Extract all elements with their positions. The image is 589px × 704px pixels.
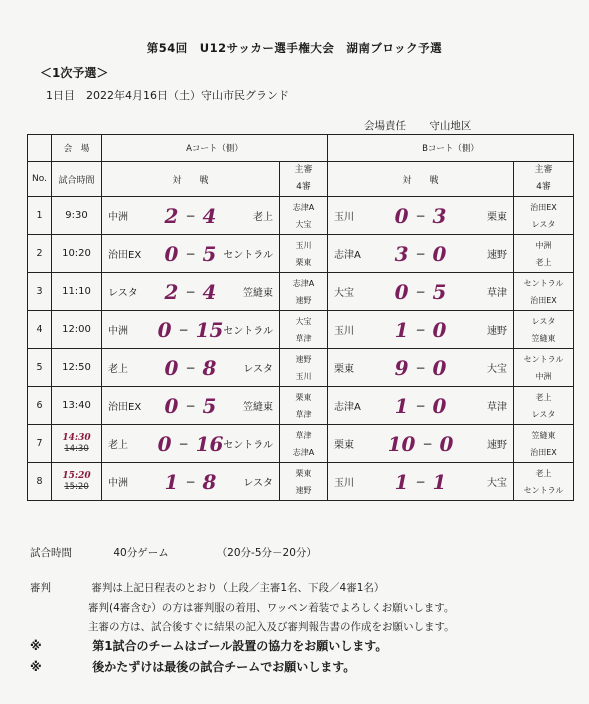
- referees-b: [514, 387, 574, 425]
- main-referee: 速野: [295, 354, 312, 364]
- score-dash: −: [178, 436, 189, 451]
- fourth-referee: 草津: [295, 409, 312, 419]
- match-a: [102, 463, 280, 501]
- team-home: 玉川: [334, 478, 355, 489]
- referees-b: [514, 197, 574, 235]
- note-cleanup-text: 後かたずけは最後の試合チームでお願いします。: [92, 660, 356, 674]
- table-row: [28, 235, 574, 273]
- referee-note-1: 審判は上記日程表のとおり（上段／主審1名、下段／4審1名）: [91, 582, 385, 594]
- team-home: 中洲: [108, 326, 128, 337]
- header-ref-b: 主審 4審: [514, 162, 574, 197]
- match-time: 9:30: [52, 197, 102, 235]
- score-away: 0: [432, 241, 447, 266]
- fourth-referee: 治田EX: [530, 295, 557, 305]
- score-dash: −: [185, 398, 196, 413]
- team-away: 草津: [487, 288, 508, 299]
- team-home: 玉川: [334, 212, 355, 223]
- main-referee: 治田EX: [530, 202, 557, 212]
- score-dash: −: [185, 360, 196, 375]
- score-home: 0: [164, 355, 179, 380]
- fourth-referee: 速野: [295, 485, 312, 495]
- team-home: 栗東: [334, 440, 355, 451]
- team-away: 笠縫東: [243, 288, 273, 299]
- venue-label: 会場責任: [364, 120, 406, 132]
- score: [328, 311, 513, 348]
- match-a: [102, 197, 280, 235]
- score-home: 0: [164, 241, 179, 266]
- fourth-referee: 志津A: [292, 447, 315, 457]
- fourth-referee: 速野: [295, 295, 312, 305]
- venue-value: 守山地区: [429, 120, 472, 132]
- venue-responsible: [364, 118, 491, 133]
- team-home: 中洲: [108, 212, 128, 223]
- note-mark: ※: [30, 660, 42, 674]
- match-a: [102, 273, 280, 311]
- match-b: [328, 235, 514, 273]
- match-no: 5: [28, 349, 52, 387]
- match-b: [328, 197, 514, 235]
- game-time-line: [30, 545, 317, 560]
- score-away: 15: [195, 317, 224, 342]
- match-no: 7: [28, 425, 52, 463]
- header-court-b: Bコート（側）: [328, 135, 574, 162]
- match-time: 10:20: [52, 235, 102, 273]
- referees-b: [514, 349, 574, 387]
- team-home: 志津A: [334, 250, 361, 261]
- header-blank: [28, 135, 52, 162]
- table-row: [28, 425, 574, 463]
- fourth-referee: 栗東: [295, 257, 312, 267]
- match-time: 13:40: [52, 387, 102, 425]
- day-date-venue: 1日目 2022年4月16日（土）守山市民グランド: [46, 89, 289, 102]
- score: [328, 463, 513, 500]
- score-dash: −: [185, 246, 196, 261]
- header-time: 試合時間: [52, 162, 102, 197]
- table-row: [28, 197, 574, 235]
- score-dash: −: [415, 208, 426, 223]
- referee-label: 審判: [30, 582, 51, 594]
- note-cleanup: [30, 658, 355, 675]
- score-away: 4: [202, 203, 217, 228]
- score-away: 1: [432, 469, 447, 494]
- score-away: 16: [195, 431, 224, 456]
- match-time: 12:00: [52, 311, 102, 349]
- note-goal-text: 第1試合のチームはゴール設置の協力をお願いします。: [92, 639, 388, 653]
- time-printed: 14:30: [64, 444, 89, 454]
- match-no: 4: [28, 311, 52, 349]
- score-away: 0: [439, 431, 454, 456]
- score-dash: −: [415, 246, 426, 261]
- team-home: レスタ: [108, 288, 138, 299]
- fourth-referee: 玉川: [295, 371, 312, 381]
- score-home: 2: [164, 279, 179, 304]
- table-row: [28, 311, 574, 349]
- score-home: 0: [157, 431, 172, 456]
- match-no: 3: [28, 273, 52, 311]
- fourth-referee: 中洲: [535, 371, 552, 381]
- main-referee: レスタ: [531, 316, 556, 326]
- match-no: 2: [28, 235, 52, 273]
- score-home: 0: [394, 203, 409, 228]
- round-label: ＜1次予選＞: [40, 66, 109, 80]
- score-away: 0: [432, 393, 447, 418]
- score-home: 0: [157, 317, 172, 342]
- team-home: 治田EX: [108, 402, 142, 413]
- match-a: [102, 387, 280, 425]
- main-referee: セントラル: [523, 278, 564, 288]
- match-b: [328, 349, 514, 387]
- referees-a: [280, 425, 328, 463]
- score-away: 8: [202, 469, 217, 494]
- referees-a: [280, 197, 328, 235]
- referees-b: [514, 235, 574, 273]
- referees-b: [514, 425, 574, 463]
- score: [328, 197, 513, 234]
- main-referee: 栗東: [295, 392, 312, 402]
- score-dash: −: [422, 436, 433, 451]
- header-match-a: 対 戦: [102, 162, 280, 197]
- team-away: セントラル: [223, 440, 273, 451]
- score-dash: −: [415, 474, 426, 489]
- team-away: 大宝: [487, 364, 508, 375]
- team-away: レスタ: [243, 364, 273, 375]
- table-row: [28, 273, 574, 311]
- match-time: 12:50: [52, 349, 102, 387]
- team-away: 栗東: [487, 212, 508, 223]
- score-away: 3: [432, 203, 447, 228]
- main-referee: 笠縫東: [531, 430, 556, 440]
- main-referee: 老上: [535, 392, 552, 402]
- table-row: [28, 463, 574, 501]
- referees-a: [280, 349, 328, 387]
- score-dash: −: [415, 284, 426, 299]
- referees-a: [280, 311, 328, 349]
- team-away: レスタ: [243, 478, 273, 489]
- fourth-referee: 笠縫東: [531, 333, 556, 343]
- team-away: 速野: [487, 250, 508, 261]
- match-b: [328, 425, 514, 463]
- referee-note-3: 主審の方は、試合後すぐに結果の記入及び審判報告書の作成をお願いします。: [88, 621, 455, 633]
- score-home: 1: [394, 317, 409, 342]
- score-dash: −: [185, 284, 196, 299]
- team-away: 速野: [487, 326, 508, 337]
- score-dash: −: [178, 322, 189, 337]
- match-a: [102, 311, 280, 349]
- match-no: 1: [28, 197, 52, 235]
- score-dash: −: [415, 398, 426, 413]
- game-time-label: 試合時間: [30, 547, 72, 559]
- match-no: 8: [28, 463, 52, 501]
- header-row-1: [28, 135, 574, 162]
- main-referee: 志津A: [292, 202, 315, 212]
- fourth-referee: 草津: [295, 333, 312, 343]
- fourth-referee: 老上: [535, 257, 552, 267]
- score: [328, 349, 513, 386]
- score: [328, 425, 513, 462]
- score-dash: −: [415, 360, 426, 375]
- fourth-referee: 治田EX: [530, 447, 557, 457]
- team-away: 笠縫東: [243, 402, 273, 413]
- main-referee: セントラル: [523, 354, 564, 364]
- referee-line-1: [30, 580, 384, 595]
- team-home: 老上: [108, 440, 128, 451]
- team-home: 治田EX: [108, 250, 142, 261]
- team-away: 大宝: [487, 478, 508, 489]
- match-schedule-table: [27, 134, 574, 501]
- fourth-referee: レスタ: [531, 409, 556, 419]
- main-referee: 草津: [295, 430, 312, 440]
- header-court-a: Aコート（側）: [102, 135, 328, 162]
- document-title: 第54回 U12サッカー選手権大会 湖南ブロック予選: [146, 41, 443, 55]
- referees-a: [280, 235, 328, 273]
- score-away: 5: [202, 241, 217, 266]
- referees-b: [514, 311, 574, 349]
- team-home: 中洲: [108, 478, 128, 489]
- match-time: [52, 463, 102, 501]
- match-b: [328, 311, 514, 349]
- team-home: 志津A: [334, 402, 361, 413]
- score-home: 2: [164, 203, 179, 228]
- team-home: 玉川: [334, 326, 355, 337]
- team-away: セントラル: [223, 250, 273, 261]
- team-away: 草津: [487, 402, 508, 413]
- header-no: No.: [28, 162, 52, 197]
- score-away: 5: [202, 393, 217, 418]
- score: [328, 235, 513, 272]
- game-time-value: 40分ゲーム: [113, 547, 169, 559]
- match-a: [102, 425, 280, 463]
- header-venue: 会 場: [52, 135, 102, 162]
- score-away: 8: [202, 355, 217, 380]
- main-referee: 志津A: [292, 278, 315, 288]
- match-b: [328, 273, 514, 311]
- referees-a: [280, 463, 328, 501]
- score-dash: −: [185, 208, 196, 223]
- team-away: 速野: [487, 440, 508, 451]
- game-time-detail: （20分-5分－20分）: [216, 547, 317, 559]
- score: [328, 273, 513, 310]
- referees-b: [514, 273, 574, 311]
- score-away: 4: [202, 279, 217, 304]
- main-referee: 大宝: [295, 316, 312, 326]
- fourth-referee: セントラル: [523, 485, 564, 495]
- match-b: [328, 463, 514, 501]
- team-home: 栗東: [334, 364, 355, 375]
- match-time: [52, 425, 102, 463]
- score-home: 1: [394, 393, 409, 418]
- score-dash: −: [415, 322, 426, 337]
- main-referee: 中洲: [535, 240, 552, 250]
- table-row: [28, 387, 574, 425]
- match-b: [328, 387, 514, 425]
- team-home: 大宝: [334, 288, 355, 299]
- match-time: 11:10: [52, 273, 102, 311]
- main-referee: 老上: [535, 468, 552, 478]
- referees-a: [280, 387, 328, 425]
- score-home: 3: [394, 241, 409, 266]
- time-handwritten: 15:20: [62, 471, 91, 481]
- note-goal-setup: [30, 637, 387, 654]
- header-ref-a: 主審 4審: [280, 162, 328, 197]
- fourth-referee: 大宝: [295, 219, 312, 229]
- team-away: 老上: [253, 212, 273, 223]
- time-handwritten: 14:30: [62, 433, 91, 443]
- note-mark: ※: [30, 639, 42, 653]
- score-dash: −: [185, 474, 196, 489]
- header-match-b: 対 戦: [328, 162, 514, 197]
- match-a: [102, 349, 280, 387]
- score-home: 10: [387, 431, 416, 456]
- team-home: 老上: [108, 364, 128, 375]
- main-referee: 栗東: [295, 468, 312, 478]
- score-away: 0: [432, 355, 447, 380]
- score-home: 0: [164, 393, 179, 418]
- score-away: 5: [432, 279, 447, 304]
- score-home: 1: [394, 469, 409, 494]
- time-printed: 15:20: [64, 482, 89, 492]
- header-row-2: [28, 162, 574, 197]
- referee-note-2: 審判(4審含む）の方は審判服の着用、ワッペン着装でよろしくお願いします。: [88, 602, 455, 614]
- referees-b: [514, 463, 574, 501]
- table-row: [28, 349, 574, 387]
- match-no: 6: [28, 387, 52, 425]
- main-referee: 玉川: [295, 240, 312, 250]
- match-a: [102, 235, 280, 273]
- score-home: 9: [394, 355, 409, 380]
- score-home: 1: [164, 469, 179, 494]
- score-away: 0: [432, 317, 447, 342]
- score-home: 0: [394, 279, 409, 304]
- team-away: セントラル: [223, 326, 273, 337]
- referees-a: [280, 273, 328, 311]
- score: [328, 387, 513, 424]
- fourth-referee: レスタ: [531, 219, 556, 229]
